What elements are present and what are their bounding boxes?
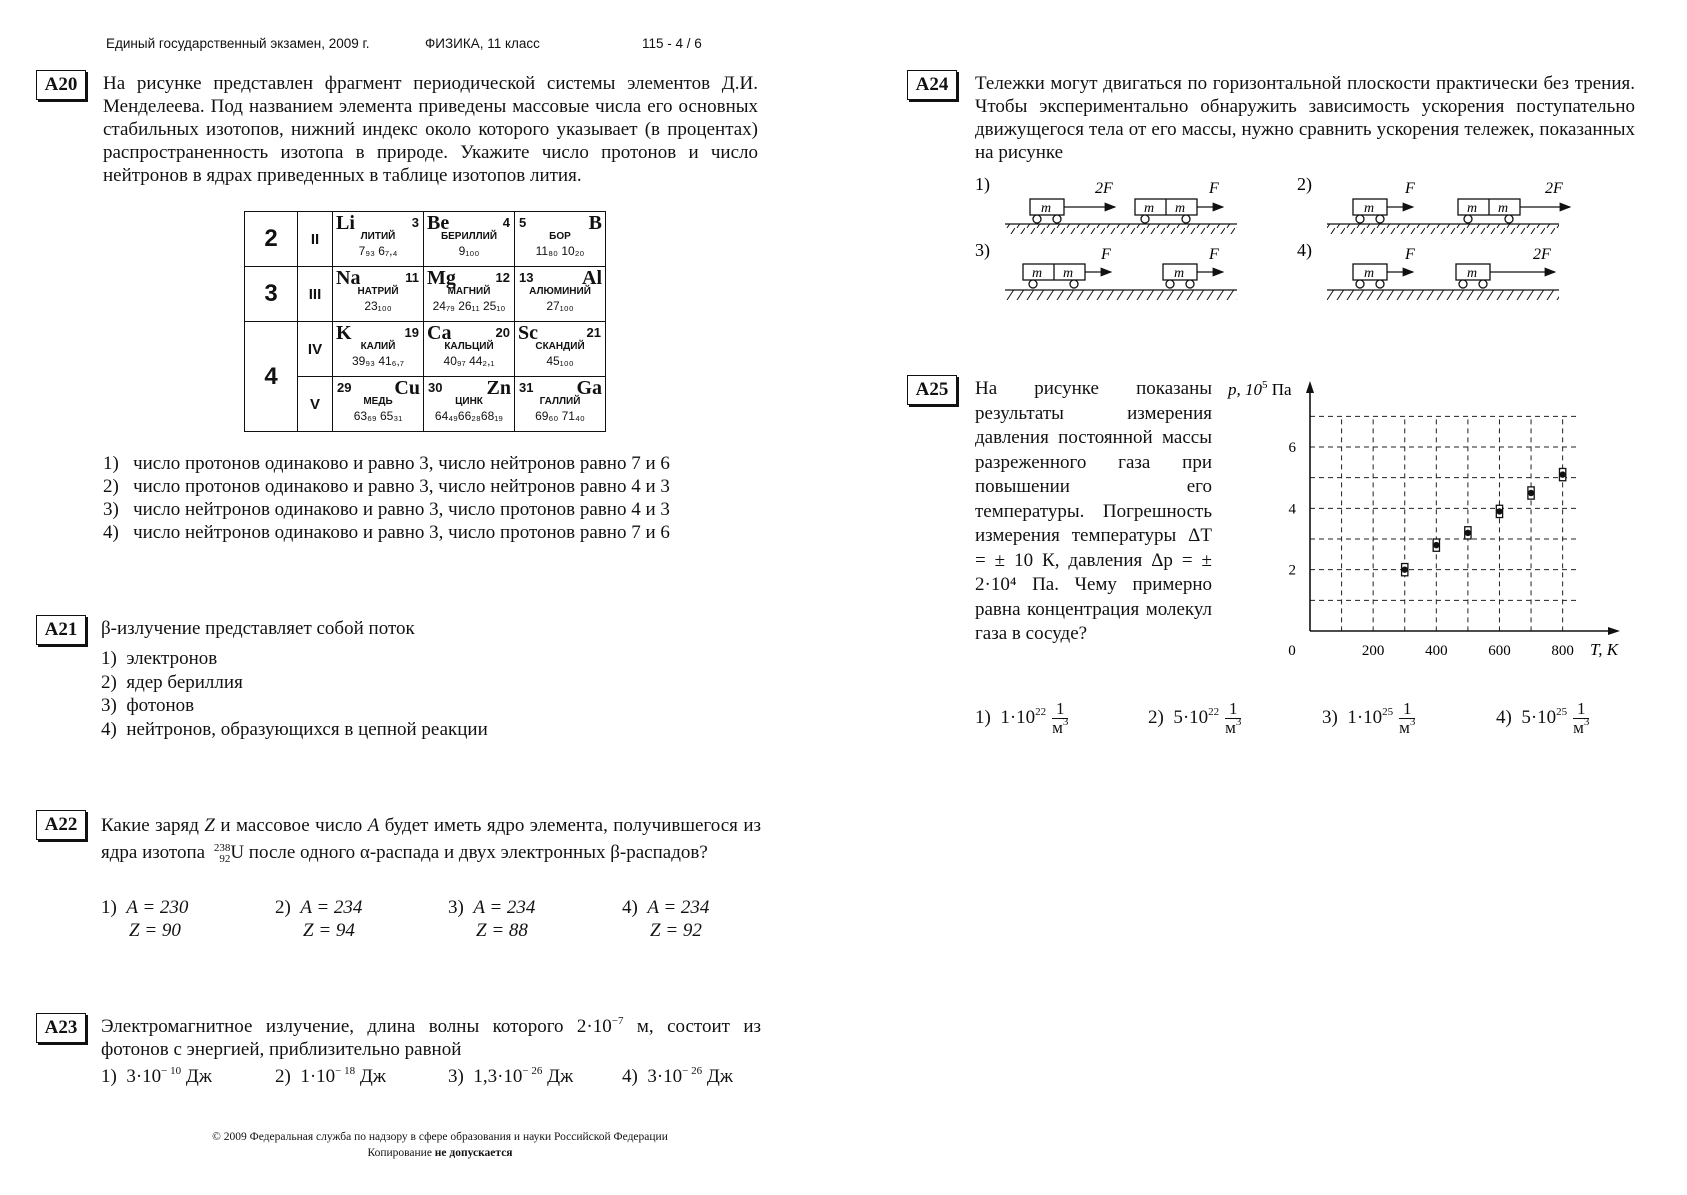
element-cell [515, 322, 605, 376]
element-name: СКАНДИЙ [535, 341, 585, 352]
option-a25-2[interactable]: 2) $5\cdot 10^{22}$ $\frac{1}{м^3}$ [1148, 699, 1242, 737]
element-name: ЦИНК [455, 396, 483, 407]
question-text-a24: Тележки могут двигаться по горизонтальной плоскости практически без трения. Чтобы экспериментально обнаружить зависимость ускорения поступательно движущегося тела от его массы, нужно сравнить ускорения тележек, показанных на рисунке [975, 73, 1635, 163]
element-symbol: Zn [486, 377, 511, 399]
question-id-a23: A23 [36, 1013, 86, 1043]
option-a20-3[interactable]: 3) число нейтронов одинаково и равно 3, число протонов равно 4 и 3 [103, 499, 670, 520]
data-point [1465, 530, 1471, 536]
header-exam: Единый государственный экзамен, 2009 г. [106, 36, 370, 51]
element-cell [424, 212, 514, 266]
element-isotopes: 40₉₇ 44₂,₁ [443, 354, 495, 368]
mass-label: m [1364, 201, 1375, 216]
atomic-number: 31 [519, 380, 534, 395]
fig-label: 1) [975, 174, 990, 194]
element-cell [333, 322, 423, 376]
question-text-a20: На рисунке представлен фрагмент периодической системы элементов Д.И. Менделеева. Под названием элемента приведены массовые числа его основных стабильных изотопов, нижний индекс около которого указывает (в процентах) распространенность изотопа в природе. Укажите число протонов и число нейтронов в ядрах приведенных в таблице изотопов лития. [103, 73, 758, 186]
x-tick-label: 600 [1488, 643, 1511, 659]
chart-xlabel: T, К [1590, 640, 1618, 659]
force-label: F [1209, 180, 1219, 197]
mass-label: m [1032, 266, 1043, 281]
x-tick-label: 0 [1288, 643, 1296, 659]
element-isotopes: 45₁₀₀ [546, 354, 574, 368]
option-a21-4[interactable]: 4) нейтронов, образующихся в цепной реакции [101, 719, 488, 740]
mass-label: m [1041, 201, 1052, 216]
carts-figure [965, 168, 1605, 308]
fig-label: 4) [1297, 240, 1312, 260]
element-name: МАГНИЙ [447, 286, 491, 297]
option-a21-1[interactable]: 1) электронов [101, 648, 218, 669]
mass-label: m [1467, 201, 1478, 216]
periodic-table [244, 211, 606, 432]
option-a23-2[interactable]: 2) $1\cdot 10^{- 18}$ Дж [275, 1065, 386, 1087]
element-cell [424, 377, 514, 431]
question-id-a22: A22 [36, 810, 86, 840]
option-a23-1[interactable]: 1) $3\cdot 10^{- 10}$ Дж [101, 1065, 212, 1087]
data-point [1402, 566, 1408, 572]
element-symbol: K [336, 322, 352, 344]
question-text-a21: β-излучение представляет собой поток [101, 618, 415, 639]
fig-label: 3) [975, 240, 990, 260]
atomic-number: 20 [495, 325, 510, 340]
option-a20-1[interactable]: 1) число протонов одинаково и равно 3, число нейтронов равно 7 и 6 [103, 453, 670, 474]
atomic-number: 30 [428, 380, 443, 395]
data-point [1496, 508, 1502, 514]
element-isotopes: 27₁₀₀ [546, 299, 574, 313]
y-tick-label: 6 [1288, 440, 1296, 456]
element-symbol: Be [427, 212, 450, 234]
x-tick-label: 800 [1551, 643, 1574, 659]
element-cell [424, 267, 514, 321]
element-symbol: Ga [576, 377, 602, 399]
mass-label: m [1174, 266, 1185, 281]
header-subject: ФИЗИКА, 11 класс [425, 36, 540, 51]
atomic-number: 19 [404, 325, 419, 340]
atomic-number: 11 [405, 270, 419, 285]
force-label: F [1405, 246, 1415, 263]
question-id-a24: A24 [907, 70, 957, 100]
mass-label: m [1467, 266, 1478, 281]
option-a25-3[interactable]: 3) $1\cdot 10^{25}$ $\frac{1}{м^3}$ [1322, 699, 1416, 737]
element-cell [424, 322, 514, 376]
element-symbol: Ca [427, 322, 452, 344]
element-cell [515, 212, 605, 266]
element-name: АЛЮМИНИЙ [529, 286, 591, 297]
element-symbol: Cu [394, 377, 420, 399]
element-cell [333, 377, 423, 431]
question-id-a20: A20 [36, 70, 86, 100]
x-axis-arrow [1608, 627, 1620, 635]
element-name: БОР [549, 231, 571, 242]
row-number: II [298, 212, 333, 267]
pressure-temperature-chart [1220, 378, 1620, 663]
row-number: III [298, 267, 333, 322]
element-isotopes: 11₈₀ 10₂₀ [535, 244, 585, 258]
chart-points [1402, 468, 1566, 575]
element-symbol: Sc [518, 322, 538, 344]
element-name: ЛИТИЙ [360, 231, 396, 242]
element-cell [333, 267, 423, 321]
option-a22-1[interactable]: 1) A = 230 Z = 90 [101, 897, 189, 941]
element-isotopes: 63₆₉ 65₃₁ [353, 409, 403, 423]
element-symbol: Li [336, 212, 355, 234]
element-isotopes: 69₆₀ 71₄₀ [535, 409, 585, 423]
option-a21-3[interactable]: 3) фотонов [101, 695, 195, 716]
element-isotopes: 64₄₉66₂₈68₁₉ [434, 409, 504, 423]
element-cell [333, 212, 423, 266]
force-label: F [1101, 246, 1111, 263]
data-point [1433, 542, 1439, 548]
option-a23-4[interactable]: 4) $3\cdot 10^{- 26}$ Дж [622, 1065, 733, 1087]
mass-label: m [1364, 266, 1375, 281]
mass-label: m [1498, 201, 1509, 216]
data-point [1528, 490, 1534, 496]
y-tick-label: 2 [1288, 562, 1296, 579]
question-text-a22: Какие заряд Z и массовое число A будет иметь ядро элемента, получившегося из ядра изотопа 238 92 U после одного α-распада и двух электронных β-распадов? [101, 815, 761, 865]
force-label: 2F [1545, 180, 1563, 197]
option-a22-3[interactable]: 3) A = 234 Z = 88 [448, 897, 536, 941]
element-isotopes: 39₉₃ 41₆,₇ [352, 354, 404, 368]
element-symbol: B [588, 212, 602, 234]
element-name: НАТРИЙ [357, 286, 399, 297]
fig-label: 2) [1297, 174, 1312, 194]
element-isotopes: 7₉₃ 6₇,₄ [358, 244, 398, 258]
option-a25-4[interactable]: 4) $5\cdot 10^{25}$ $\frac{1}{м^3}$ [1496, 699, 1590, 737]
period-number: 2 [245, 212, 298, 267]
option-a22-2[interactable]: 2) A = 234 Z = 94 [275, 897, 363, 941]
period-number: 3 [245, 267, 298, 322]
element-cell [515, 377, 605, 431]
atomic-number: 4 [502, 215, 510, 230]
row-number: V [298, 377, 333, 432]
question-text-a25: На рисунке показаны результаты измерения давления постоянной массы разреженного газа при повышении его температуры. Погрешность измерения температуры ΔT = ± 10 К, давления Δp = ± 2·10⁴ Па. Чему примерно равна концентрация молекул газа в сосуде? [975, 378, 1212, 644]
y-tick-label: 4 [1288, 501, 1296, 518]
force-label: F [1405, 180, 1415, 197]
atomic-number: 3 [411, 215, 419, 230]
element-symbol: Mg [427, 267, 456, 289]
force-label: 2F [1095, 180, 1113, 197]
atomic-number: 21 [586, 325, 601, 340]
chart-grid [1310, 416, 1578, 631]
element-cell [515, 267, 605, 321]
period-number: 4 [245, 322, 298, 432]
y-axis-arrow [1306, 381, 1314, 393]
mass-label: m [1175, 201, 1186, 216]
element-name: КАЛЬЦИЙ [444, 341, 494, 352]
force-label: 2F [1533, 246, 1551, 263]
element-name: КАЛИЙ [360, 341, 396, 352]
option-a23-3[interactable]: 3) $1,3\cdot 10^{- 26}$ Дж [448, 1065, 574, 1087]
x-tick-label: 200 [1361, 643, 1385, 659]
option-a20-4[interactable]: 4) число нейтронов одинаково и равно 3, число протонов равно 7 и 6 [103, 522, 670, 543]
footer-copy-notice: Копирование не допускается [367, 1147, 513, 1159]
force-label: F [1209, 246, 1219, 263]
element-symbol: Na [336, 267, 361, 289]
mass-label: m [1063, 266, 1074, 281]
atomic-number: 13 [519, 270, 534, 285]
atomic-number: 12 [495, 270, 510, 285]
element-isotopes: 24₇₉ 26₁₁ 25₁₀ [432, 299, 506, 313]
question-text-a23: Электромагнитное излучение, длина волны которого $2\cdot 10^{-7}$ м, состоит из фотонов с энергией, приблизительно равной [101, 1015, 762, 1060]
option-a22-4[interactable]: 4) A = 234 Z = 92 [622, 897, 710, 941]
option-a21-2[interactable]: 2) ядер бериллия [101, 672, 243, 693]
atomic-number: 29 [337, 380, 352, 395]
element-name: БЕРИЛЛИЙ [440, 231, 498, 242]
row-number: IV [298, 322, 333, 377]
element-isotopes: 9₁₀₀ [458, 244, 480, 258]
option-a20-2[interactable]: 2) число протонов одинаково и равно 3, число нейтронов равно 4 и 3 [103, 476, 670, 497]
element-name: ГАЛЛИЙ [539, 396, 581, 407]
x-tick-label: 400 [1425, 643, 1448, 659]
question-id-a21: A21 [36, 615, 86, 645]
question-id-a25: A25 [907, 375, 957, 405]
element-name: МЕДЬ [363, 396, 393, 407]
mass-label: m [1144, 201, 1155, 216]
header-page: 115 - 4 / 6 [642, 36, 702, 51]
data-point [1559, 471, 1565, 477]
footer-copyright: © 2009 Федеральная служба по надзору в сфере образования и науки Российской Федерации [212, 1131, 668, 1143]
chart-ylabel: p, $10^5$ Па [1228, 379, 1292, 399]
option-a25-1[interactable]: 1) $1\cdot 10^{22}$ $\frac{1}{м^3}$ [975, 699, 1069, 737]
element-symbol: Al [582, 267, 602, 289]
atomic-number: 5 [519, 215, 527, 230]
element-isotopes: 23₁₀₀ [364, 299, 392, 313]
